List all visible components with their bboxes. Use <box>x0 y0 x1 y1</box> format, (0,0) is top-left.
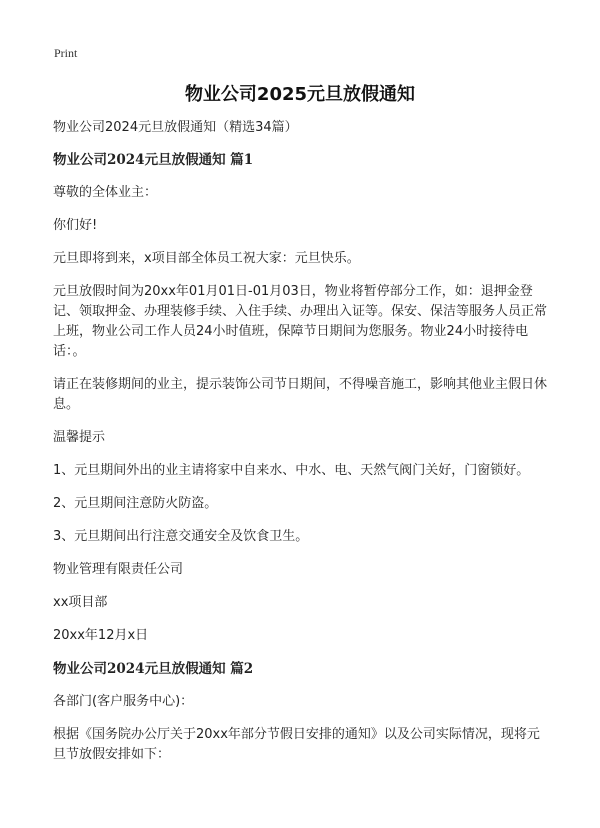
signature-company: 物业管理有限责任公司 <box>53 562 184 577</box>
greeting: 尊敬的全体业主： <box>53 185 158 200</box>
section-heading-1: 物业公司2024元旦放假通知 篇1 <box>53 152 254 168</box>
page-title: 物业公司2025元旦放假通知 <box>184 84 416 105</box>
paragraph: 元旦即将到来，x项目部全体员工祝大家：元旦快乐。 <box>53 251 360 266</box>
tip-item: 3、元旦期间出行注意交通安全及饮食卫生。 <box>53 529 309 544</box>
signature-date: 20xx年12月x日 <box>53 628 149 643</box>
tip-item: 2、元旦期间注意防火防盗。 <box>53 496 218 511</box>
document-subtitle: 物业公司2024元旦放假通知（精选34篇） <box>53 120 298 135</box>
paragraph: 请正在装修期间的业主，提示装饰公司节日期间，不得噪音施工，影响其他业主假日休息。 <box>53 377 548 412</box>
paragraph: 根据《国务院办公厅关于20xx年部分节假日安排的通知》以及公司实际情况，现将元旦节放假安排如下： <box>53 727 540 762</box>
signature-dept: xx项目部 <box>53 595 108 610</box>
salutation: 你们好! <box>53 218 98 233</box>
tips-title: 温馨提示 <box>53 430 106 445</box>
print-link[interactable]: Print <box>54 46 78 60</box>
tip-item: 1、元旦期间外出的业主请将家中自来水、中水、电、天然气阀门关好，门窗锁好。 <box>53 463 530 478</box>
greeting: 各部门(客户服务中心)： <box>53 694 194 709</box>
section-heading-2: 物业公司2024元旦放假通知 篇2 <box>53 661 254 677</box>
paragraph: 元旦放假时间为20xx年01月01日-01月03日，物业将暂停部分工作，如：退押金登记、领取押金、办理装修手续、入住手续、办理出入证等。保安、保洁等服务人员正常上班，物业公司工作人员24小时值班，保障节日期间为您服务。物业24小时接待电话：。 <box>53 284 548 359</box>
document-body <box>53 118 550 765</box>
